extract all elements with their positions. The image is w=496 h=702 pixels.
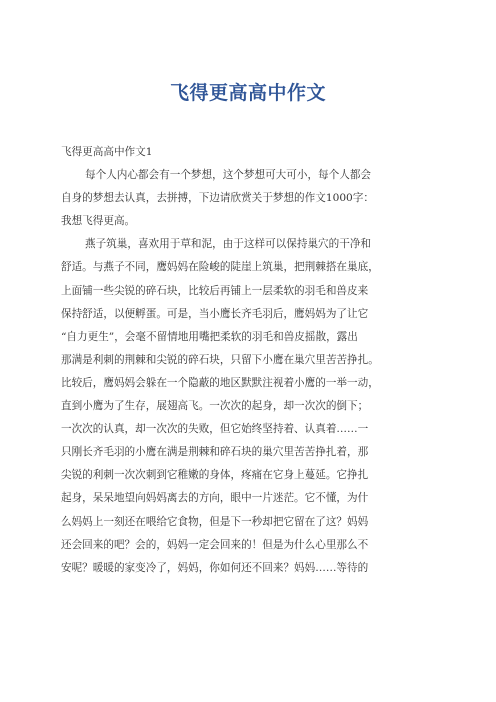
- section-heading: 飞得更高高中作文1: [61, 146, 153, 158]
- paragraph-line: 起身，呆呆地望向妈妈离去的方向，眼中一片迷茫。它不懂，为什: [61, 492, 369, 505]
- paragraph-line: 上面铺一些尖锐的碎石块，比较后再铺上一层柔软的羽毛和兽皮来: [61, 284, 369, 297]
- paragraph-line: 燕子筑巢，喜欢用于草和泥，由于这样可以保持巢穴的干净和: [85, 238, 372, 251]
- paragraph-line: 每个人内心都会有一个梦想，这个梦想可大可小，每个人都会: [85, 169, 372, 182]
- paragraph-line: 直到小鹰为了生存，展翅高飞。一次次的起身，却一次次的倒下；: [61, 400, 369, 413]
- paragraph-line: 安呢？暖暖的家变冷了，妈妈，你如何还不回来？妈妈……等待的: [61, 561, 369, 574]
- paragraph-line: 一次次的认真，却一次次的失败，但它始终坚持着、认真着……一: [61, 423, 369, 436]
- document-title: 飞得更高高中作文: [169, 82, 326, 104]
- paragraph-line: 么妈妈上一刻还在喂给它食物，但是下一秒却把它留在了这？妈妈: [61, 515, 369, 528]
- paragraph-line: 还会回来的吧？会的，妈妈一定会回来的！但是为什么心里那么不: [61, 538, 369, 551]
- paragraph-line: 尖锐的利刺一次次刺到它稚嫩的身体，疼痛在它身上蔓延。它挣扎: [61, 469, 369, 482]
- paragraph-line: 自身的梦想去认真，去拼搏，下边请欣赏关于梦想的作文1000字：: [61, 192, 374, 205]
- paragraph-line: 只刚长齐毛羽的小鹰在满是荆棘和碎石块的巢穴里苦苦挣扎着，那: [61, 446, 369, 459]
- paragraph-line: 舒适。与燕子不同，鹰妈妈在险峻的陡崖上筑巢，把荆棘搭在巢底，: [61, 261, 379, 274]
- paragraph-line: 保持舒适，以便孵蛋。可是，当小鹰长齐毛羽后，鹰妈妈为了让它: [61, 307, 369, 320]
- paragraph-line: 那满是利刺的荆棘和尖锐的碎石块，只留下小鹰在巢穴里苦苦挣扎。: [61, 353, 379, 366]
- document-body: [61, 141, 435, 580]
- paragraph-line: “自力更生”，会毫不留情地用嘴把柔软的羽毛和兽皮摇散，露出: [61, 330, 358, 343]
- paragraph-line: 我想飞得更高。: [61, 215, 136, 228]
- paragraph-line: 比较后，鹰妈妈会躲在一个隐蔽的地区默默注视着小鹰的一举一动，: [61, 376, 379, 389]
